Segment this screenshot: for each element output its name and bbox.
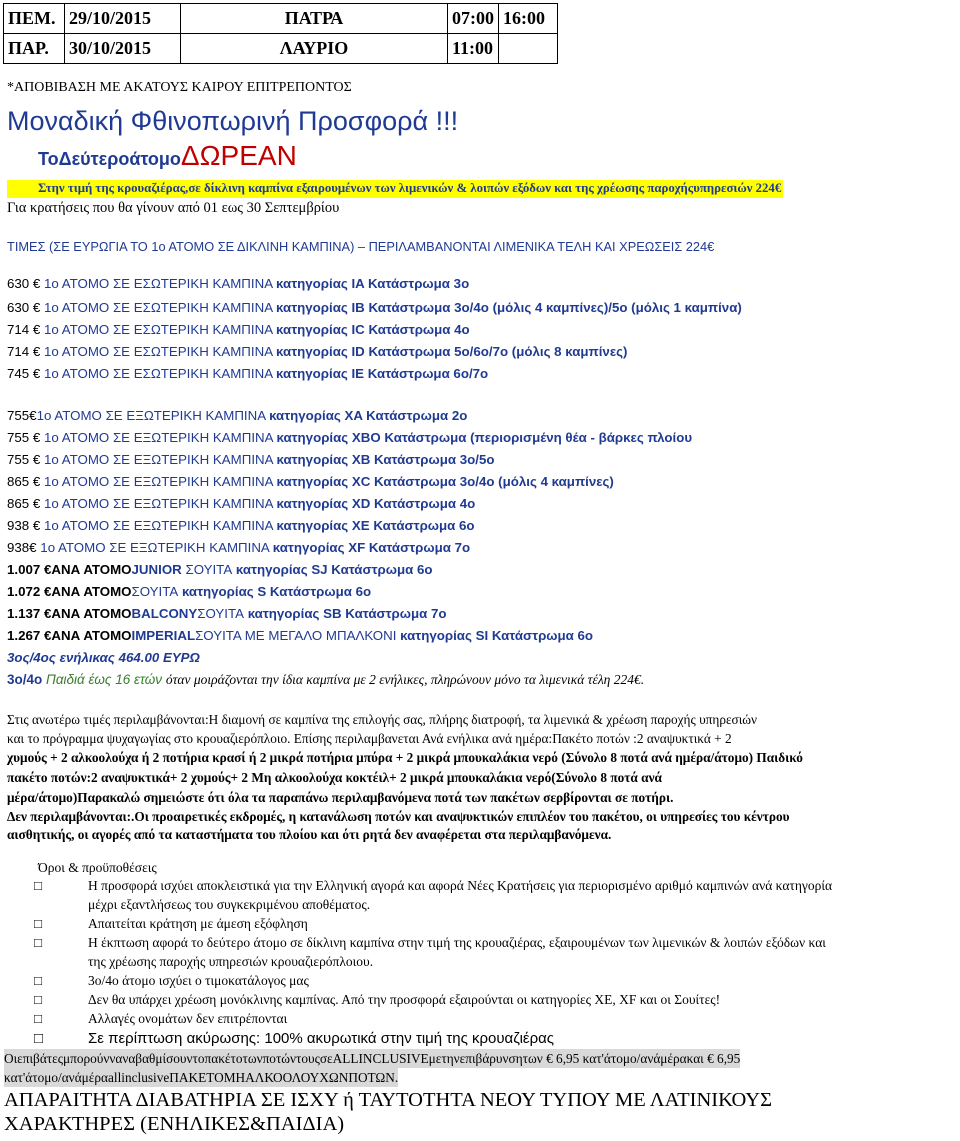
price-row-suite <box>7 584 371 599</box>
offer-title: Μοναδική Φθινοπωρινή Προσφορά !!! <box>7 106 459 136</box>
free-label: ΔΩΡΕΑΝ <box>180 140 297 171</box>
price-row-outside <box>7 518 475 533</box>
terms-text: Η έκπτωση αφορά το δεύτερο άτομο σε δίκλινη καμπίνα στην τιμή της κρουαζιέρας, εξαιρουμένων των λιμενικών & λοιπών εξόδων και <box>88 935 826 950</box>
child-age-label: Παιδιά έως 16 ετών <box>46 672 163 687</box>
booking-period-note: Για κρατήσεις που θα γίνουν από 01 εως 30 Σεπτεμβρίου <box>7 200 340 216</box>
port-cell: ΛΑΥΡΙΟ <box>181 34 448 64</box>
cabin-desc: 1ο ΑΤΟΜΟ ΣΕ ΕΣΩΤΕΡΙΚΗ ΚΑΜΠΙΝΑ <box>43 366 273 381</box>
cabin-desc: 1ο ΑΤΟΜΟ ΣΕ ΕΣΩΤΕΡΙΚΗ ΚΑΜΠΙΝΑ <box>43 300 273 315</box>
price: 630 € <box>7 276 41 291</box>
cabin-category: κατηγορίας IC Κατάστρωμα 4ο <box>276 322 470 337</box>
per-person-label: ΑΝΑ ΑΤΟΜΟ <box>51 562 132 577</box>
suite-category: κατηγορίας SB Κατάστρωμα 7ο <box>247 606 447 621</box>
departure-cell: 16:00 <box>499 4 558 34</box>
included-line: και το πρόγραμμα ψυχαγωγίας στο κρουαζιερόπλοιο. Επίσης περιλαμβανεται Ανά ενήλικα ανά ημέρα:Πακέτο ποτών :2 αναψυκτικά + 2 <box>7 730 732 746</box>
cabin-category: κατηγορίας IB Κατάστρωμα 3ο/4ο (μόλις 4 καμπίνες)/5ο (μόλις 1 καμπίνα) <box>276 300 742 315</box>
cabin-category: κατηγορίας XA Κατάστρωμα 2ο <box>269 408 468 423</box>
price-row-inside <box>7 344 627 359</box>
cabin-category: κατηγορίας XB Κατάστρωμα 3ο/5ο <box>276 452 495 467</box>
included-line: μέρα/άτομο)Παρακαλώ σημειώστε ότι όλα τα παραπάνω περιλαμβανόμενα ποτά των πακέτων σερβίρονται σε ποτήρι. <box>7 790 674 805</box>
all-inclusive-upgrade-note-2: κατ'άτομο/ανάμέραallinclusiveΠΑΚΕΤΟΜΗΑΛΚΟΟΛΟΥΧΩΝΠΟΤΩΝ. <box>4 1070 399 1085</box>
price-row-suite <box>7 628 593 643</box>
terms-text: της χρέωσης παροχής υπηρεσιών κρουαζιερόπλοιου. <box>88 954 374 969</box>
included-line: χυμούς + 2 αλκοολούχα ή 2 ποτήρια κρασί ή 2 μικρά ποτήρια μπύρα + 2 μικρά μπουκαλάκια νερό (Σύνολο 8 ποτά ανά ημέρα/άτομο) Παιδικό <box>7 750 803 765</box>
terms-text: Απαιτείται κράτηση με άμεση εξόφληση <box>88 916 308 931</box>
cabin-desc: 1ο ΑΤΟΜΟ ΣΕ ΕΞΩΤΕΡΙΚΗ ΚΑΜΠΙΝΑ <box>43 430 273 445</box>
price-row-inside <box>7 366 488 381</box>
date-cell: 30/10/2015 <box>65 34 181 64</box>
second-person-prefix: Το <box>38 149 59 169</box>
price: 755 € <box>7 452 41 467</box>
cabin-category: κατηγορίας XBO Κατάστρωμα (περιορισμένη θέα - βάρκες πλοίου <box>276 430 693 445</box>
bullet-icon: □ <box>34 1011 43 1026</box>
suite-category: κατηγορίας S Κατάστρωμα 6ο <box>181 584 372 599</box>
price: 1.007 € <box>7 562 52 577</box>
suite-category: κατηγορίας SJ Κατάστρωμα 6ο <box>235 562 433 577</box>
second-person-free <box>38 140 297 172</box>
day-cell: ΠΑΡ. <box>4 34 65 64</box>
cabin-desc: 1ο ΑΤΟΜΟ ΣΕ ΕΞΩΤΕΡΙΚΗ ΚΑΜΠΙΝΑ <box>40 540 270 555</box>
price: 745 € <box>7 366 41 381</box>
not-included-line: Δεν περιλαμβάνονται:.Οι προαιρετικές εκδρομές, η κατανάλωση ποτών και αναψυκτικών επιπλέον του πακέτου, οι υπηρεσίες του κέντρου <box>7 809 790 824</box>
disembark-note: *ΑΠΟΒΙΒΑΣΗ ΜΕ ΑΚΑΤΟΥΣ ΚΑΙΡΟΥ ΕΠΙΤΡΕΠΟΝΤΟΣ <box>7 80 352 95</box>
cabin-category: κατηγορίας XD Κατάστρωμα 4ο <box>276 496 476 511</box>
child-person-label: 3ο/4ο <box>7 672 43 687</box>
per-person-label: ΑΝΑ ΑΤΟΜΟ <box>51 584 132 599</box>
price: 714 € <box>7 322 41 337</box>
terms-text: Σε περίπτωση ακύρωσης: 100% ακυρωτικά στην τιμή της κρουαζιέρας <box>88 1030 555 1047</box>
bullet-icon: □ <box>34 973 43 988</box>
suite-kind: JUNIOR <box>131 562 182 577</box>
terms-item <box>34 971 953 990</box>
suite-kind: BALCONY <box>131 606 198 621</box>
terms-text: μέχρι εξαντλήσεως του συγκεκριμένου αποθέματος. <box>88 897 371 912</box>
price-row-outside <box>7 496 475 511</box>
terms-text: 3ο/4ο άτομο ισχύει ο τιμοκατάλογος μας <box>88 973 309 988</box>
terms-item <box>34 1009 953 1028</box>
itinerary-table <box>3 3 558 64</box>
terms-item <box>34 990 953 1009</box>
itinerary-row <box>4 4 558 34</box>
price-row-inside <box>7 322 470 337</box>
price-row-suite <box>7 606 447 621</box>
arrival-cell: 11:00 <box>448 34 499 64</box>
cabin-category: κατηγορίας XF Κατάστρωμα 7ο <box>272 540 471 555</box>
terms-title: Όροι & προϋποθέσεις <box>38 860 157 875</box>
required-documents: ΑΠΑΡΑΙΤΗΤΑ ΔΙΑΒΑΤΗΡΙΑ ΣΕ ΙΣΧΥ ή ΤΑΥΤΟΤΗΤΑ ΝΕΟΥ ΤΥΠΟΥ ΜΕ ΛΑΤΙΝΙΚΟΥΣ <box>4 1089 773 1111</box>
price-row-outside <box>7 452 495 467</box>
bullet-icon: □ <box>34 935 43 950</box>
suite-category: κατηγορίας SI Κατάστρωμα 6ο <box>400 628 594 643</box>
port-cell: ΠΑΤΡΑ <box>181 4 448 34</box>
price: 938€ <box>7 540 37 555</box>
not-included-line: αισθητικής, οι αγορές από τα καταστήματα του πλοίου και ότι ρητά δεν αναφέρεται στα περιλαμβανόμενα. <box>7 827 612 842</box>
per-person-label: ΑΝΑ ΑΤΟΜΟ <box>51 628 132 643</box>
cabin-category: κατηγορίας XC Κατάστρωμα 3ο/4ο (μόλις 4 καμπίνες) <box>276 474 614 489</box>
suite-label: ΣΟΥΙΤΑ ΜΕ ΜΕΓΑΛΟ ΜΠΑΛΚΟΝΙ <box>195 628 397 643</box>
bullet-icon: □ <box>34 878 43 893</box>
price: 865 € <box>7 496 41 511</box>
child-price-text: όταν μοιράζονται την ίδια καμπίνα με 2 ενήλικες, πληρώνουν μόνο τα λιμενικά τέλη 224€. <box>165 672 645 687</box>
terms-text: Δεν θα υπάρχει χρέωση μονόκλινης καμπίνας. Από την προσφορά εξαιρούνται οι κατηγορίες XE, XF και οι Σουίτες! <box>88 992 721 1007</box>
cabin-desc: 1ο ΑΤΟΜΟ ΣΕ ΕΣΩΤΕΡΙΚΗ ΚΑΜΠΙΝΑ <box>43 276 273 291</box>
cabin-desc: 1ο ΑΤΟΜΟ ΣΕ ΕΞΩΤΕΡΙΚΗ ΚΑΜΠΙΝΑ <box>43 452 273 467</box>
terms-item <box>34 933 953 971</box>
terms-text: Η προσφορά ισχύει αποκλειστικά για την Ελληνική αγορά και αφορά Νέες Κρατήσεις για περιορισμένο αριθμό καμπινών ανά κατηγορία <box>88 878 833 893</box>
terms-list <box>34 876 953 1050</box>
per-person-label: ΑΝΑ ΑΤΟΜΟ <box>51 606 132 621</box>
price: 755 € <box>7 430 41 445</box>
price-row-outside <box>7 430 692 445</box>
cabin-desc: 1ο ΑΤΟΜΟ ΣΕ ΕΞΩΤΕΡΙΚΗ ΚΑΜΠΙΝΑ <box>43 474 273 489</box>
price: 938 € <box>7 518 41 533</box>
suite-kind: IMPERIAL <box>131 628 196 643</box>
prices-header: ΤΙΜΕΣ (ΣΕ ΕΥΡΩΓΙΑ ΤΟ 1ο ΑΤΟΜΟ ΣΕ ΔΙΚΛΙΝΗ ΚΑΜΠΙΝΑ) – ΠΕΡΙΛΑΜΒΑΝΟΝΤΑΙ ΛΙΜΕΝΙΚΑ ΤΕΛΗ ΚΑΙ ΧΡΕΩΣΕΙΣ 224€ <box>7 239 715 254</box>
price: 714 € <box>7 344 41 359</box>
terms-text: Αλλαγές ονομάτων δεν επιτρέπονται <box>88 1011 288 1026</box>
cabin-desc: 1ο ΑΤΟΜΟ ΣΕ ΕΞΩΤΕΡΙΚΗ ΚΑΜΠΙΝΑ <box>43 518 273 533</box>
departure-cell <box>499 34 558 64</box>
cabin-desc: 1ο ΑΤΟΜΟ ΣΕ ΕΣΩΤΕΡΙΚΗ ΚΑΜΠΙΝΑ <box>43 344 273 359</box>
price-row-inside <box>7 300 742 315</box>
terms-item <box>34 876 953 914</box>
bullet-icon: □ <box>34 916 43 931</box>
all-inclusive-upgrade-note: ΟιεπιβάτεςμπορούνναναβαθμίσουντοπακέτοτωνποτώντουςσεALLINCLUSIVEμετηνεπιβάρυνσητων € 6,95 κατ'άτομο/ανάμέρακαι € 6,95 <box>4 1051 741 1066</box>
price-row-outside <box>7 540 470 555</box>
price-row-inside <box>7 276 469 291</box>
price: 865 € <box>7 474 41 489</box>
day-cell: ΠΕΜ. <box>4 4 65 34</box>
child-price-note <box>7 672 644 688</box>
suite-label: ΣΟΥΙΤΑ <box>197 606 244 621</box>
date-cell: 29/10/2015 <box>65 4 181 34</box>
included-line: Στις ανωτέρω τιμές περιλαμβάνονται:Η διαμονή σε καμπίνα της επιλογής σας, πλήρης διατροφή, τα λιμενικά & χρέωση παροχής υπηρεσιών <box>7 712 758 727</box>
bullet-icon: □ <box>34 992 43 1007</box>
required-documents-2: ΧΑΡΑΚΤΗΡΕΣ (ΕΝΗΛΙΚΕΣ&ΠΑΙΔΙΑ) <box>4 1113 345 1135</box>
cabin-category: κατηγορίας ID Κατάστρωμα 5ο/6ο/7ο (μόλις 8 καμπίνες) <box>276 344 628 359</box>
terms-item <box>34 914 953 933</box>
terms-item <box>34 1028 953 1050</box>
second-person-mid: Δεύτεροάτομο <box>58 149 181 169</box>
cabin-category: κατηγορίας IE Κατάστρωμα 6ο/7ο <box>276 366 489 381</box>
price-row-outside <box>7 408 467 423</box>
price-row-outside <box>7 474 614 489</box>
price: 1.137 € <box>7 606 52 621</box>
suite-label: ΣΟΥΙΤΑ <box>131 584 179 599</box>
price: 1.072 € <box>7 584 52 599</box>
cabin-desc: 1ο ΑΤΟΜΟ ΣΕ ΕΞΩΤΕΡΙΚΗ ΚΑΜΠΙΝΑ <box>36 408 266 423</box>
arrival-cell: 07:00 <box>448 4 499 34</box>
price: 630 € <box>7 300 41 315</box>
itinerary-row <box>4 34 558 64</box>
cabin-desc: 1ο ΑΤΟΜΟ ΣΕ ΕΞΩΤΕΡΙΚΗ ΚΑΜΠΙΝΑ <box>43 496 273 511</box>
third-fourth-adult-price: 3ος/4ος ενήλικας 464.00 ΕΥΡΩ <box>7 650 200 665</box>
cabin-category: κατηγορίας XE Κατάστρωμα 6ο <box>276 518 475 533</box>
price-row-suite <box>7 562 433 577</box>
cabin-category: κατηγορίας IA Κατάστρωμα 3ο <box>276 276 470 291</box>
price: 755€ <box>7 408 37 423</box>
suite-label: ΣΟΥΙΤΑ <box>185 562 233 577</box>
cabin-desc: 1ο ΑΤΟΜΟ ΣΕ ΕΣΩΤΕΡΙΚΗ ΚΑΜΠΙΝΑ <box>43 322 273 337</box>
price: 1.267 € <box>7 628 52 643</box>
included-section <box>7 711 952 844</box>
bullet-icon: □ <box>34 1030 44 1047</box>
price-conditions-highlight: Στην τιμή της κρουαζιέρας,σε δίκλινη καμπίνα εξαιρουμένων των λιμενικών & λοιπών εξόδων και της χρέωσης παροχήςυπηρεσιών 224€ <box>7 180 783 198</box>
included-line: πακέτο ποτών:2 αναψυκτικά+ 2 χυμούς+ 2 Μη αλκοολούχα κοκτέιλ+ 2 μικρά μπουκαλάκια νερό(Σύνολο 8 ποτά ανά <box>7 770 662 785</box>
